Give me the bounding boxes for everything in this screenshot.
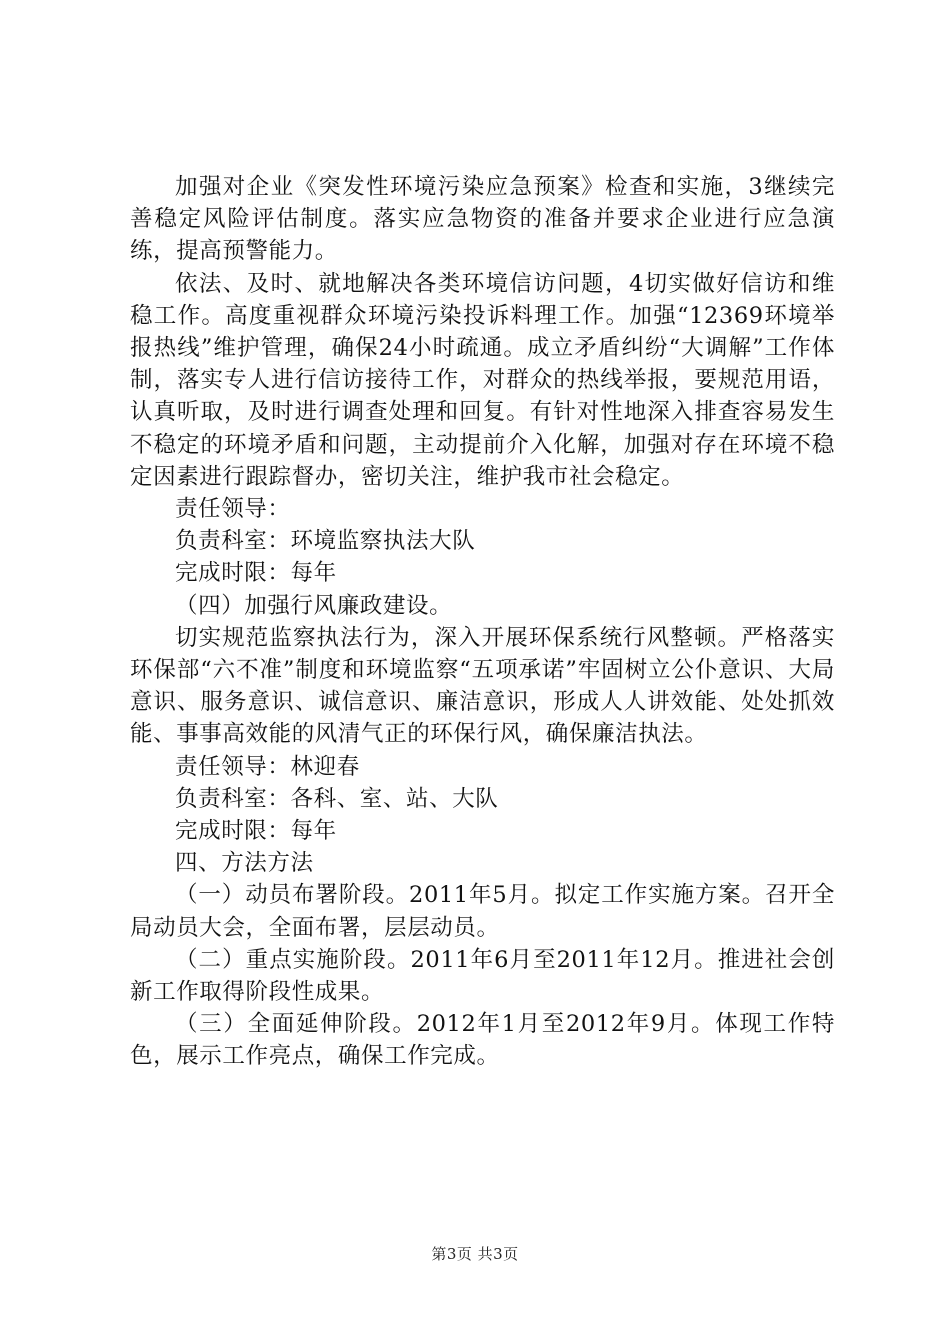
section-heading-4: （四）加强行风廉政建设。: [175, 592, 453, 619]
phase-1-paragraph: （一）动员布署阶段。2011年5月。拟定工作实施方案。召开全局动员大会，全面布署，层层动员。: [130, 882, 835, 941]
deadline-1: 完成时限：每年: [175, 560, 337, 587]
paragraph-petition-work: 依法、及时、就地解决各类环境信访问题，4切实做好信访和维稳工作。高度重视群众环境污染投诉料理工作。加强“12369环境举报热线”维护管理，确保24小时疏通。成立矛盾纠纷“大调解”工作体制，落实专人进行信访接待工作，对群众的热线举报，要规范用语，认真听取，及时进行调查处理和回复。有针对性地深入排查容易发生不稳定的环境矛盾和问题，主动提前介入化解，加强对存在环境不稳定因素进行跟踪督办，密切关注，维护我市社会稳定。: [130, 270, 835, 490]
page-footer: 第3页 共3页: [431, 1245, 519, 1263]
phase-2-paragraph: （二）重点实施阶段。2011年6月至2011年12月。推进社会创新工作取得阶段性成果。: [130, 946, 835, 1006]
responsible-leader-2: 责任领导：林迎春: [175, 753, 360, 780]
responsible-department-1: 负责科室：环境监察执法大队: [175, 528, 476, 555]
responsible-department-2: 负责科室：各科、室、站、大队: [175, 785, 499, 812]
deadline-2: 完成时限：每年: [175, 818, 337, 845]
phase-3-paragraph: （三）全面延伸阶段。2012年1月至2012年9月。体现工作特色，展示工作亮点，确保工作完成。: [130, 1011, 835, 1070]
section-heading-methods: 四、方法方法: [175, 850, 314, 877]
responsible-leader-1: 责任领导：: [175, 496, 291, 523]
document-body: [130, 171, 835, 1073]
paragraph-integrity: 切实规范监察执法行为，深入开展环保系统行风整顿。严格落实环保部“六不准”制度和环境监察“五项承诺”牢固树立公仆意识、大局意识、服务意识、诚信意识、廉洁意识，形成人人讲效能、处处抓效能、事事高效能的风清气正的环保行风，确保廉洁执法。: [130, 624, 835, 748]
paragraph-emergency-plan: 加强对企业《突发性环境污染应急预案》检查和实施，3继续完善稳定风险评估制度。落实应急物资的准备并要求企业进行应急演练，提高预警能力。: [130, 174, 835, 265]
